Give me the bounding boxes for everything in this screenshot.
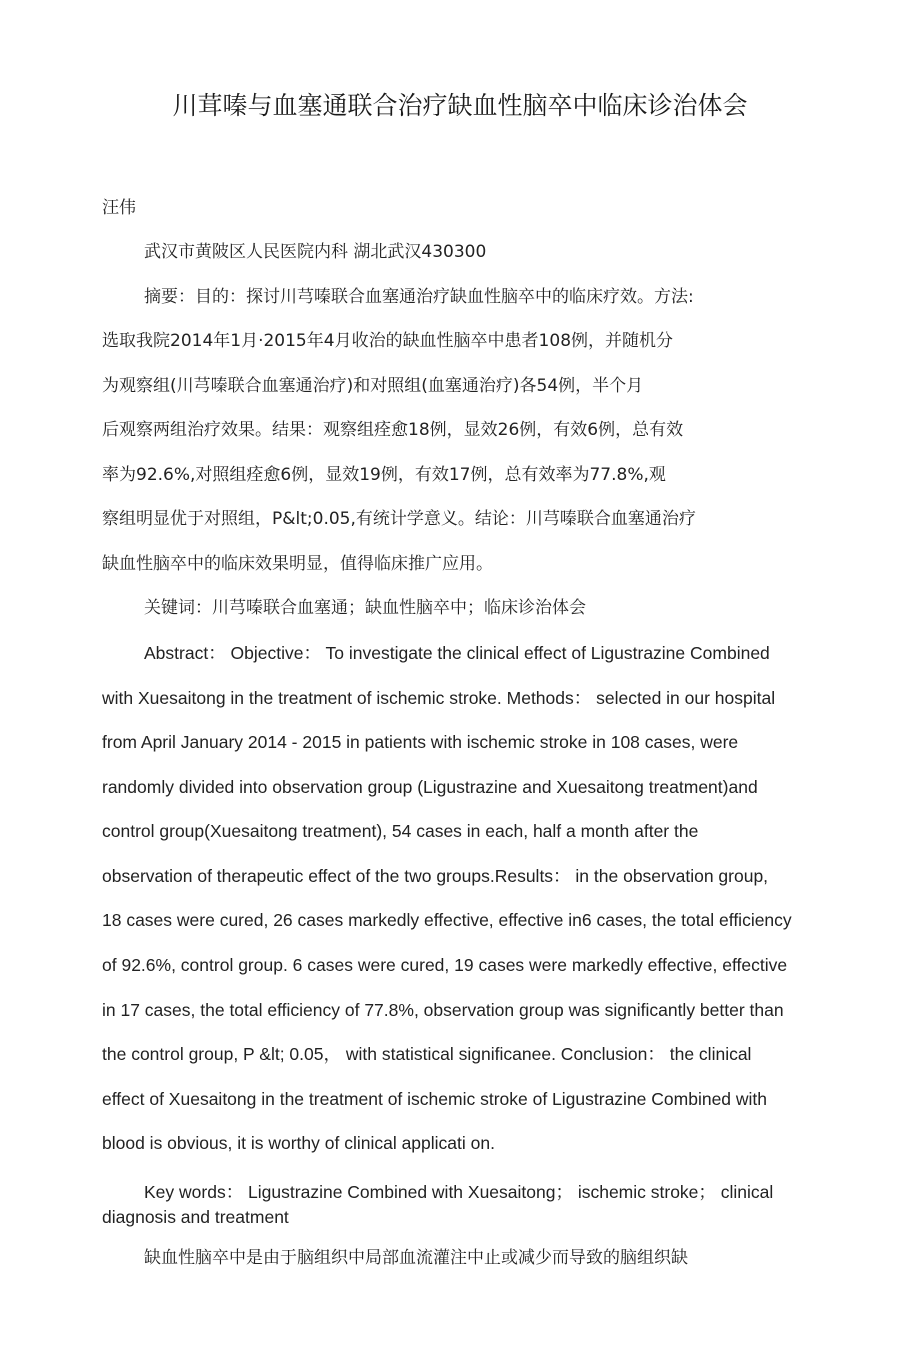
abstract-en-line: from April January 2014 - 2015 in patients with ischemic stroke in 108 cases, were [102,732,739,752]
abstract-cn-line: 缺血性脑卒中的临床效果明显，值得临床推广应用。 [102,554,493,574]
keywords-cn: 关键词：川芎嗪联合血塞通；缺血性脑卒中；临床诊治体会 [144,598,586,618]
abstract-en-line: of 92.6%, control group. 6 cases were cured, 19 cases were markedly effective, effective [102,955,788,975]
keywords-en-line: Key words： Ligustrazine Combined with Xuesaitong； ischemic stroke； clinical [144,1182,774,1202]
abstract-en-line: Abstract： Objective： To investigate the clinical effect of Ligustrazine Combined [144,643,770,663]
keywords-en-line: diagnosis and treatment [102,1207,289,1227]
abstract-cn-line: 选取我院2014年1月·2015年4月收治的缺血性脑卒中患者108例，并随机分 [102,331,674,351]
author-name: 汪伟 [102,198,136,218]
abstract-cn-line: 率为92.6%,对照组痊愈6例，显效19例，有效17例，总有效率为77.8%,观 [102,465,666,485]
abstract-cn-line: 后观察两组治疗效果。结果：观察组痊愈18例，显效26例，有效6例，总有效 [102,420,684,440]
abstract-en-line: effect of Xuesaitong in the treatment of ischemic stroke of Ligustrazine Combined with [102,1089,768,1109]
abstract-en-line: control group(Xuesaitong treatment), 54 cases in each, half a month after the [102,821,699,841]
abstract-cn-line: 察组明显优于对照组，P&lt;0.05,有统计学意义。结论：川芎嗪联合血塞通治疗 [102,509,696,529]
document-title: 川茸嗪与血塞通联合治疗缺血性脑卒中临床诊治体会 [172,91,748,120]
author-affiliation: 武汉市黄陂区人民医院内科 湖北武汉430300 [144,242,487,262]
abstract-en-line: the control group, P &lt; 0.05， with statistical significanee. Conclusion： the clinical [102,1044,752,1064]
abstract-en-line: 18 cases were cured, 26 cases markedly effective, effective in6 cases, the total efficiency [102,910,792,930]
abstract-en-line: blood is obvious, it is worthy of clinical applicati on. [102,1133,495,1153]
abstract-en-line: observation of therapeutic effect of the two groups.Results： in the observation group, [102,866,769,886]
abstract-cn-line: 为观察组(川芎嗪联合血塞通治疗)和对照组(血塞通治疗)各54例，半个月 [102,376,644,396]
body-paragraph-line: 缺血性脑卒中是由于脑组织中局部血流灌注中止或减少而导致的脑组织缺 [144,1248,688,1268]
abstract-cn-line: 摘要：目的：探讨川芎嗪联合血塞通治疗缺血性脑卒中的临床疗效。方法: [144,287,694,307]
abstract-en-line: randomly divided into observation group (Ligustrazine and Xuesaitong treatment)and [102,777,758,797]
abstract-en-line: in 17 cases, the total efficiency of 77.8%, observation group was significantly better than [102,1000,784,1020]
abstract-en-line: with Xuesaitong in the treatment of ischemic stroke. Methods： selected in our hospital [102,688,776,708]
